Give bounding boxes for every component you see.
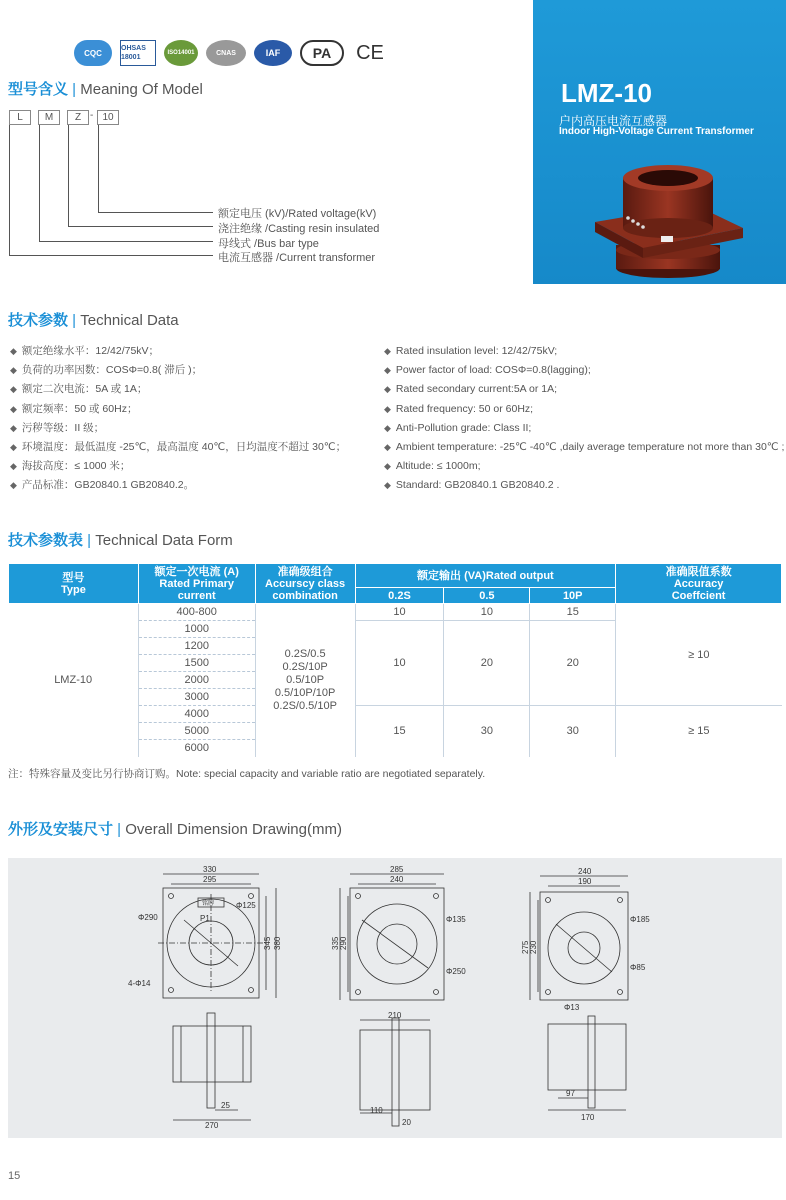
hero-title-en: Indoor High-Voltage Current Transformer [559,126,754,137]
heading-cn: 技术参数 [8,312,69,329]
model-dash: - [90,110,94,121]
technical-form-heading: 技术参数表 | Technical Data Form [8,532,233,549]
dim-d2-phi-out: Φ250 [446,967,466,976]
cell-output: 30 [530,706,616,757]
cell-output: 15 [530,604,616,621]
hero-model: LMZ-10 [561,78,652,108]
heading-en: Technical Data [80,312,179,329]
th-accuracy-coefficient: 准确限值系数 Accuracy Coeffcient [616,564,782,604]
iso14001-logo: ISO14001 [164,40,198,66]
cell-type: LMZ-10 [54,674,93,687]
model-label-voltage: 额定电压 (kV)/Rated voltage(kV) [218,208,377,220]
model-label-casting: 浇注绝缘 /Casting resin insulated [218,223,380,235]
cell-output: 15 [355,706,444,757]
pa-logo: PA [300,40,344,66]
dim-d1-plate: 铭牌 [202,901,215,907]
hero-title-cn: 户内高压电流互感器 [559,114,668,128]
cell-current: 400-800 [138,604,255,621]
ohsas-logo: OHSAS 18001 [120,40,156,66]
heading-cn: 型号含义 [8,81,69,98]
list-item: ◆ 额定频率：50 或 60Hz； [10,400,346,419]
list-item: ◆ Anti-Pollution grade: Class II; [384,419,784,438]
class-item: 0.5/10P [286,673,325,686]
th-accuracy-class: 准确级组合 Accurscy class combination [255,564,355,604]
cell-limit: ≥ 15 [616,706,782,757]
dim-d3-h2: 230 [529,940,538,954]
leader-line [9,255,213,256]
leader-line [39,241,213,242]
table-note: 注：特殊容量及变比另行协商订购。Note: special capacity and variable ratio are negotiated separately. [8,768,486,780]
cell-current: 1500 [138,655,255,672]
leader-line [68,125,69,226]
list-item: ◆ 产品标准：GB20840.1 GB20840.2。 [10,476,346,495]
dim-d3-w1: 240 [578,867,592,876]
class-item: 0.2S/10P [282,660,328,673]
dim-d3-b2: 170 [581,1113,595,1122]
heading-en: Meaning Of Model [80,81,203,98]
dim-d1-w2: 295 [203,875,217,884]
dim-d1-b1: 25 [221,1101,230,1110]
dim-d2-h1: 335 [331,936,340,950]
dim-d2-phi-in: Φ135 [446,915,466,924]
th-out-10p: 10P [530,588,616,604]
list-item: ◆ 海拔高度：≤ 1000 米； [10,457,346,476]
list-item: ◆ Rated insulation level: 12/42/75kV; [384,342,784,361]
cell-current: 3000 [138,689,255,706]
list-item: ◆ 污秽等级：II 级； [10,419,346,438]
dim-d1-phi-in: Φ125 [236,901,256,910]
leader-line [39,125,40,241]
cell-current: 1200 [138,638,255,655]
dim-d1-p1: P1 [200,914,210,923]
cell-output: 20 [444,621,530,706]
dim-d2-w2: 240 [390,875,404,884]
dim-d3-h1: 275 [521,940,530,954]
list-item: ◆ 额定二次电流：5A 或 1A； [10,380,346,399]
model-meaning-heading: 型号含义 | Meaning Of Model [8,81,203,98]
dim-d1-phi-out: Φ290 [138,913,158,922]
dimension-drawings [8,858,782,1138]
dim-d1-w1: 330 [203,865,217,874]
leader-line [98,125,99,212]
cell-limit: ≥ 10 [616,604,782,706]
class-item: 0.5/10P/10P [274,686,336,699]
cell-current: 4000 [138,706,255,723]
ce-logo: CE [356,41,384,64]
cell-output: 10 [444,604,530,621]
technical-data-table [8,563,782,757]
cnas-logo: CNAS [206,40,246,66]
heading-cn: 技术参数表 [8,532,84,549]
dim-d1-holes: 4-Φ14 [128,979,151,988]
dim-d2-h2: 290 [339,936,348,950]
cell-output: 10 [355,604,444,621]
cell-current: 5000 [138,723,255,740]
dim-d3-phi-in: Φ85 [630,963,646,972]
cell-output: 20 [530,621,616,706]
technical-data-heading: 技术参数 | Technical Data [8,312,179,329]
page-number: 15 [8,1170,21,1182]
th-out-02s: 0.2S [355,588,444,604]
list-item: ◆ Ambient temperature: -25℃ -40℃ ,daily average temperature not more than 30℃ ; [384,438,784,457]
table-row [9,604,782,621]
cell-current: 6000 [138,740,255,757]
dim-d2-w1: 285 [390,865,404,874]
model-label-busbar: 母线式 /Bus bar type [218,238,319,250]
dim-d1-h2: 380 [273,936,282,950]
technical-data-cn-list [10,342,346,496]
iaf-logo: IAF [254,40,292,66]
leader-line [98,212,213,213]
th-rated-output: 额定输出 (VA)Rated output [355,564,616,588]
dim-d2-b1: 110 [370,1106,383,1115]
th-out-05: 0.5 [444,588,530,604]
list-item: ◆ Altitude: ≤ 1000m; [384,457,784,476]
cell-output: 10 [355,621,444,706]
technical-data-en-list [384,342,784,496]
th-type: 型号 Type [9,564,139,604]
product-hero-panel [533,0,786,284]
list-item: ◆ 负荷的功率因数：COSΦ=0.8( 滞后 )； [10,361,346,380]
cell-output: 30 [444,706,530,757]
list-item: ◆ Rated frequency: 50 or 60Hz; [384,400,784,419]
dim-d1-h1: 345 [263,936,272,950]
class-item: 0.2S/0.5 [284,647,326,660]
dim-d1-b2: 270 [205,1121,219,1130]
model-box-m: M [38,110,60,125]
cqc-logo: CQC [74,40,112,66]
cell-current: 2000 [138,672,255,689]
dim-d3-holes: Φ13 [564,1003,580,1012]
leader-line [9,125,10,255]
heading-cn: 外形及安装尺寸 [8,821,114,838]
dim-d3-phi-out: Φ185 [630,915,650,924]
list-item: ◆ Rated secondary current:5A or 1A; [384,380,784,399]
dimension-heading: 外形及安装尺寸 | Overall Dimension Drawing(mm) [8,821,342,838]
class-item: 0.2S/0.5/10P [273,699,337,712]
list-item: ◆ 环境温度：最低温度 -25℃，最高温度 40℃，日均温度不超过 30℃； [10,438,346,457]
cell-classes [255,604,355,757]
product-image [583,150,753,280]
list-item: ◆ Standard: GB20840.1 GB20840.2 . [384,476,784,495]
model-box-z: Z [67,110,89,125]
heading-en: Overall Dimension Drawing(mm) [125,821,342,838]
th-primary-current: 额定一次电流 (A) Rated Primary current [138,564,255,604]
dim-d3-b1: 97 [566,1089,575,1098]
leader-line [68,226,213,227]
dim-d3-w2: 190 [578,877,592,886]
cell-current: 1000 [138,621,255,638]
model-box-l: L [9,110,31,125]
dim-d2-b2: 20 [402,1118,411,1127]
list-item: ◆ Power factor of load: COSΦ=0.8(lagging); [384,361,784,380]
heading-en: Technical Data Form [95,532,233,549]
model-label-ct: 电流互感器 /Current transformer [218,252,376,264]
model-box-10: 10 [97,110,119,125]
certification-logos [74,40,388,66]
dim-d2-top: 210 [388,1011,402,1020]
list-item: ◆ 额定绝缘水平：12/42/75kV； [10,342,346,361]
dimension-drawing-panel [8,858,782,1138]
